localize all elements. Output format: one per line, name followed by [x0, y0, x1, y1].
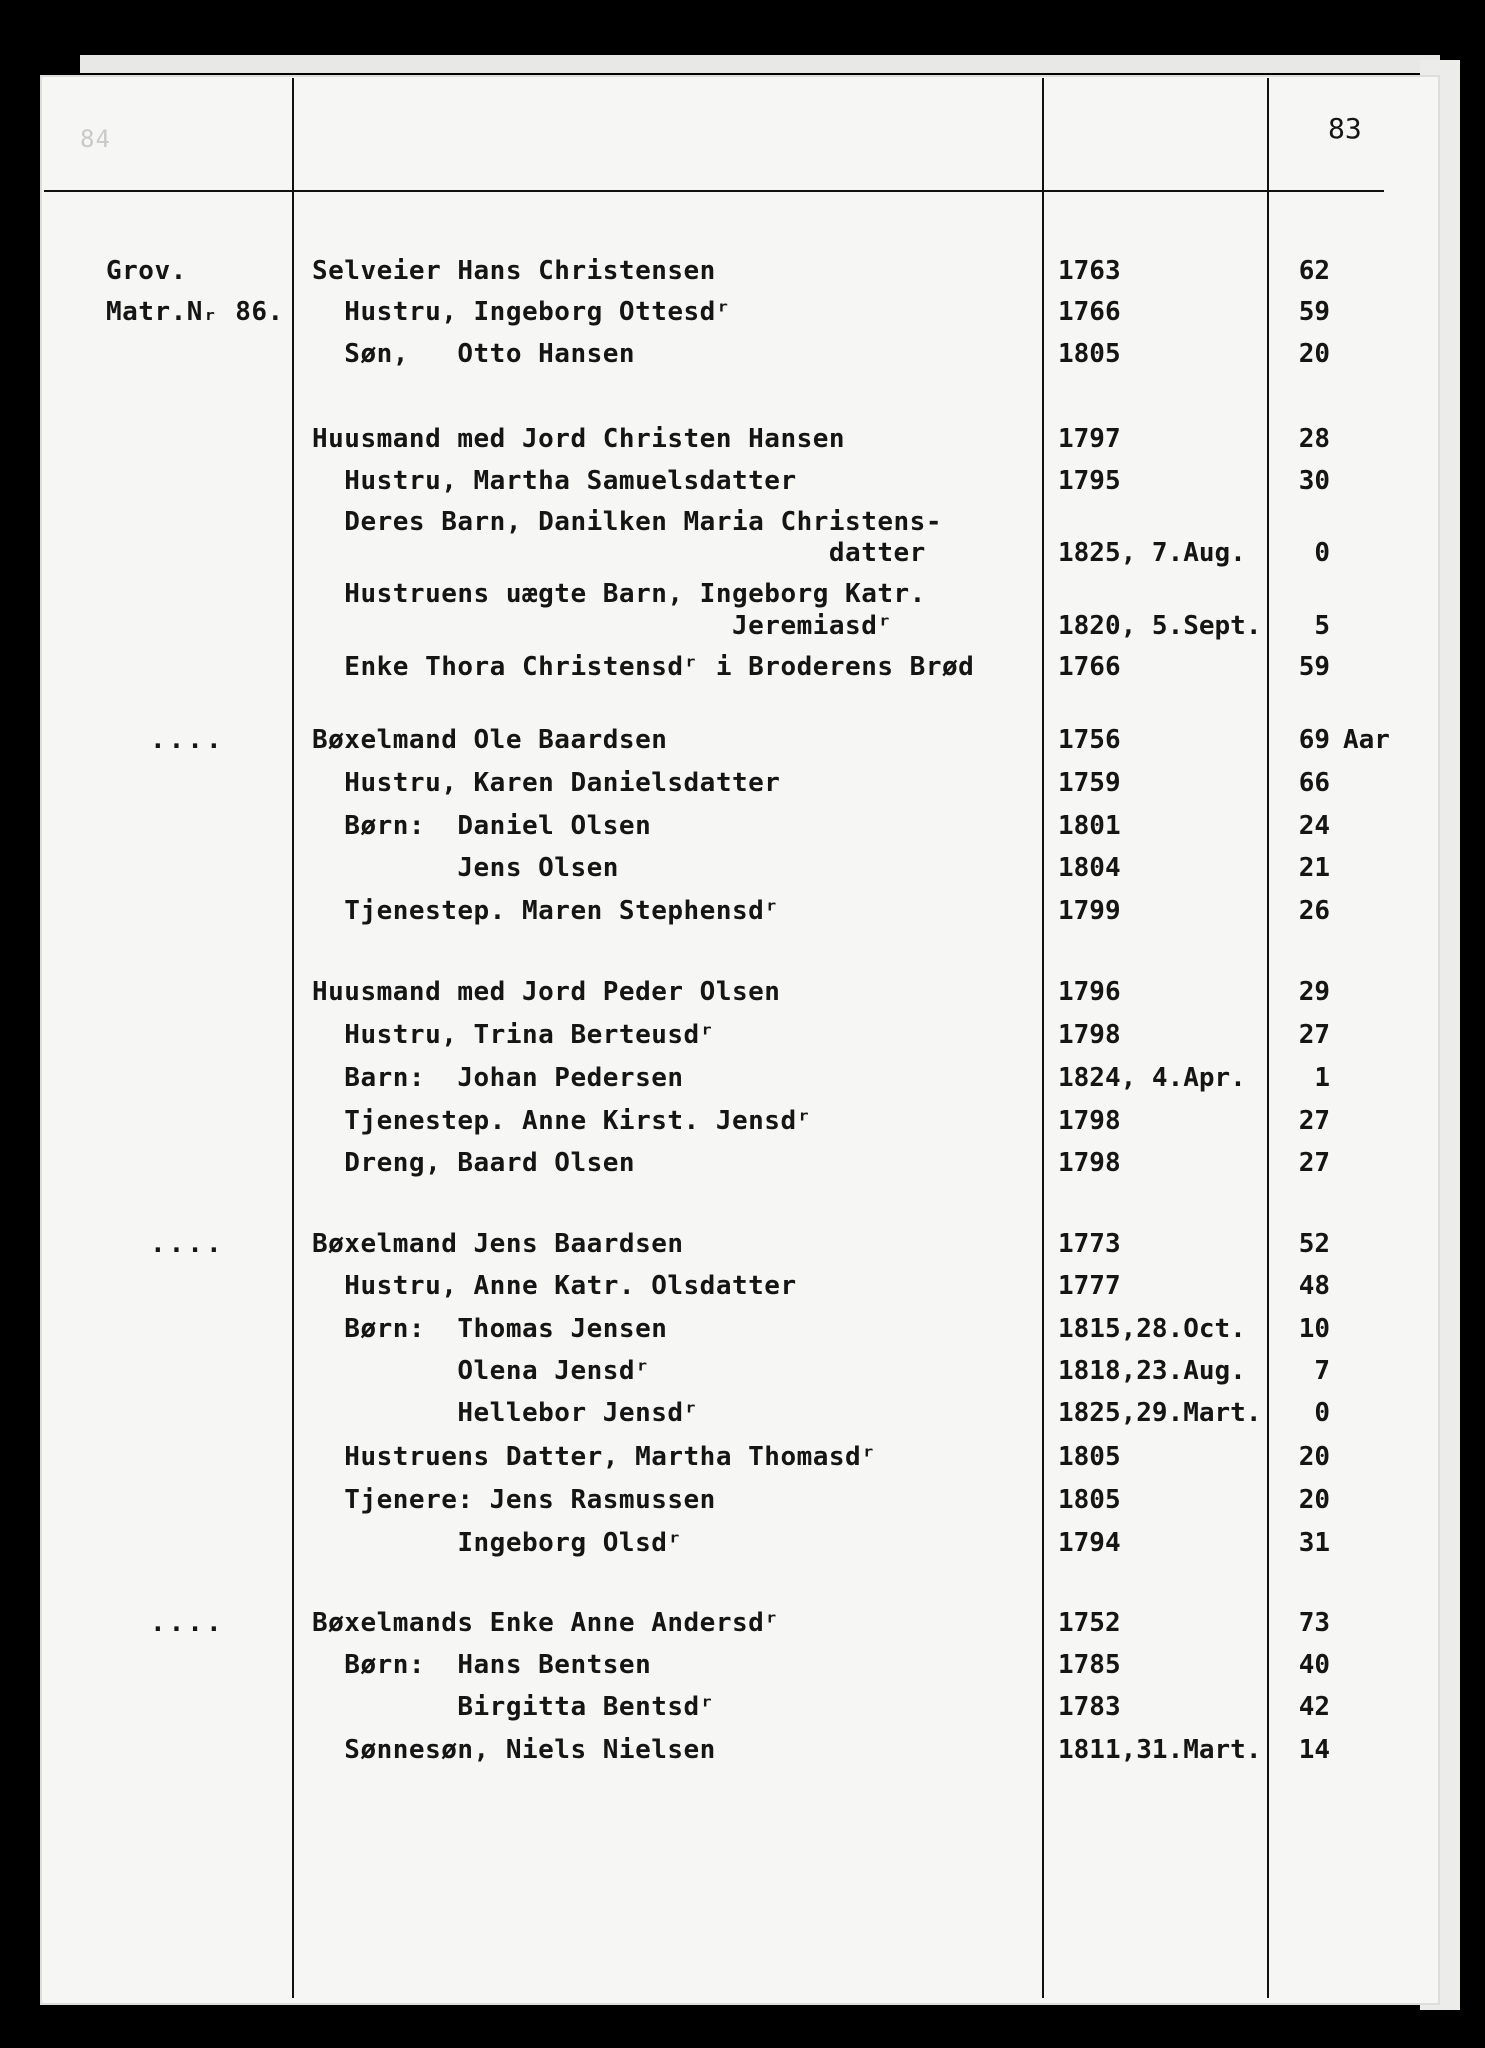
entry-name: Hustru, Ingeborg Ottesdʳ	[312, 297, 732, 327]
column-rule-year	[1042, 78, 1044, 1998]
entry-birth: 1798	[1058, 1020, 1121, 1050]
entry-name: Tjenere: Jens Rasmussen	[312, 1485, 716, 1515]
column-rule-left	[292, 78, 294, 1998]
entry-birth: 1820, 5.Sept.	[1058, 611, 1262, 641]
entry-age: 59	[1298, 297, 1330, 327]
entry-birth: 1796	[1058, 977, 1121, 1007]
entry-age: 29	[1298, 977, 1330, 1007]
entry-birth: 1773	[1058, 1229, 1121, 1259]
entry-name: Birgitta Bentsdʳ	[312, 1692, 716, 1722]
entry-birth: 1799	[1058, 896, 1121, 926]
entry-birth: 1804	[1058, 853, 1121, 883]
entry-age: 0	[1314, 1398, 1330, 1428]
entry-birth: 1763	[1058, 256, 1121, 286]
entry-birth: 1805	[1058, 1485, 1121, 1515]
entry-birth: 1785	[1058, 1650, 1121, 1680]
entry-age: 27	[1298, 1106, 1330, 1136]
entry-name: Hustru, Karen Danielsdatter	[312, 768, 781, 798]
entry-name: Børn: Daniel Olsen	[312, 811, 652, 841]
entry-birth: 1759	[1058, 768, 1121, 798]
column-rule-age	[1267, 78, 1269, 1998]
entry-birth: 1783	[1058, 1692, 1121, 1722]
sheet-top-edge	[80, 55, 1440, 73]
entry-name: Dreng, Baard Olsen	[312, 1148, 636, 1178]
census-sheet	[40, 75, 1440, 2005]
group-marker: ....	[150, 725, 225, 755]
entry-age: 21	[1298, 853, 1330, 883]
entry-birth: 1818,23.Aug.	[1058, 1356, 1246, 1386]
entry-name: Huusmand med Jord Christen Hansen	[312, 424, 846, 454]
entry-name: Hellebor Jensdʳ	[312, 1398, 700, 1428]
entry-age: 48	[1298, 1271, 1330, 1301]
entry-age: 28	[1298, 424, 1330, 454]
header-rule	[44, 190, 1384, 192]
entry-age: 52	[1298, 1229, 1330, 1259]
entry-age: 69	[1298, 725, 1330, 755]
entry-birth: 1815,28.Oct.	[1058, 1314, 1246, 1344]
entry-name: Jens Olsen	[312, 853, 619, 883]
entry-birth: 1766	[1058, 297, 1121, 327]
location-label: Grov.	[106, 256, 187, 286]
entry-name: Hustru, Trina Berteusdʳ	[312, 1020, 716, 1050]
entry-birth: 1766	[1058, 652, 1121, 682]
entry-name: Selveier Hans Christensen	[312, 256, 716, 286]
entry-age: 66	[1298, 768, 1330, 798]
entry-age: 14	[1298, 1735, 1330, 1765]
entry-name: Børn: Thomas Jensen	[312, 1314, 668, 1344]
entry-name: Huusmand med Jord Peder Olsen	[312, 977, 781, 1007]
entry-birth: 1811,31.Mart.	[1058, 1735, 1262, 1765]
entry-name: Deres Barn, Danilken Maria Christens-	[312, 507, 942, 537]
entry-age: 40	[1298, 1650, 1330, 1680]
entry-name: Sønnesøn, Niels Nielsen	[312, 1735, 716, 1765]
entry-name: Jeremiasdʳ	[312, 611, 894, 641]
entry-name: datter	[312, 538, 926, 568]
entry-name: Børn: Hans Bentsen	[312, 1650, 652, 1680]
entry-name: Hustruens uægte Barn, Ingeborg Katr.	[312, 579, 926, 609]
entry-name: Hustru, Anne Katr. Olsdatter	[312, 1271, 797, 1301]
entry-name: Bøxelmand Jens Baardsen	[312, 1229, 684, 1259]
entry-age: 5	[1314, 611, 1330, 641]
entry-name: Bøxelmand Ole Baardsen	[312, 725, 668, 755]
entry-birth: 1825, 7.Aug.	[1058, 538, 1246, 568]
entry-age: 62	[1298, 256, 1330, 286]
entry-name: Tjenestep. Anne Kirst. Jensdʳ	[312, 1106, 813, 1136]
entry-name: Ingeborg Olsdʳ	[312, 1528, 684, 1558]
entry-age: 20	[1298, 339, 1330, 369]
entry-age: 27	[1298, 1148, 1330, 1178]
entry-birth: 1756	[1058, 725, 1121, 755]
entry-age: 30	[1298, 466, 1330, 496]
entry-age: 10	[1298, 1314, 1330, 1344]
entry-age: 20	[1298, 1485, 1330, 1515]
entry-name: Tjenestep. Maren Stephensdʳ	[312, 896, 781, 926]
entry-birth: 1777	[1058, 1271, 1121, 1301]
entry-name: Hustru, Martha Samuelsdatter	[312, 466, 797, 496]
entry-birth: 1794	[1058, 1528, 1121, 1558]
entry-birth: 1824, 4.Apr.	[1058, 1063, 1246, 1093]
ghost-page-number: 84	[80, 125, 111, 153]
entry-age: 0	[1314, 538, 1330, 568]
entry-birth: 1797	[1058, 424, 1121, 454]
entry-name: Søn, Otto Hansen	[312, 339, 636, 369]
matrikel-label: Matr.Nᵣ 86.	[106, 297, 284, 327]
entry-name: Olena Jensdʳ	[312, 1356, 652, 1386]
entry-birth: 1795	[1058, 466, 1121, 496]
page-number: 83	[1328, 112, 1362, 145]
entry-age: 20	[1298, 1442, 1330, 1472]
entry-birth: 1801	[1058, 811, 1121, 841]
entry-age: 42	[1298, 1692, 1330, 1722]
entry-age-unit: Aar	[1343, 725, 1390, 755]
entry-age: 1	[1314, 1063, 1330, 1093]
entry-birth: 1798	[1058, 1106, 1121, 1136]
entry-name: Barn: Johan Pedersen	[312, 1063, 684, 1093]
group-marker: ....	[150, 1229, 225, 1259]
entry-birth: 1805	[1058, 339, 1121, 369]
entry-birth: 1752	[1058, 1608, 1121, 1638]
entry-birth: 1805	[1058, 1442, 1121, 1472]
entry-birth: 1798	[1058, 1148, 1121, 1178]
entry-age: 26	[1298, 896, 1330, 926]
entry-name: Hustruens Datter, Martha Thomasdʳ	[312, 1442, 878, 1472]
entry-age: 31	[1298, 1528, 1330, 1558]
entry-birth: 1825,29.Mart.	[1058, 1398, 1262, 1428]
entry-age: 59	[1298, 652, 1330, 682]
entry-age: 27	[1298, 1020, 1330, 1050]
group-marker: ....	[150, 1608, 225, 1638]
entry-name: Bøxelmands Enke Anne Andersdʳ	[312, 1608, 781, 1638]
entry-age: 24	[1298, 811, 1330, 841]
entry-age: 73	[1298, 1608, 1330, 1638]
entry-name: Enke Thora Christensdʳ i Broderens Brød	[312, 652, 975, 682]
entry-age: 7	[1314, 1356, 1330, 1386]
